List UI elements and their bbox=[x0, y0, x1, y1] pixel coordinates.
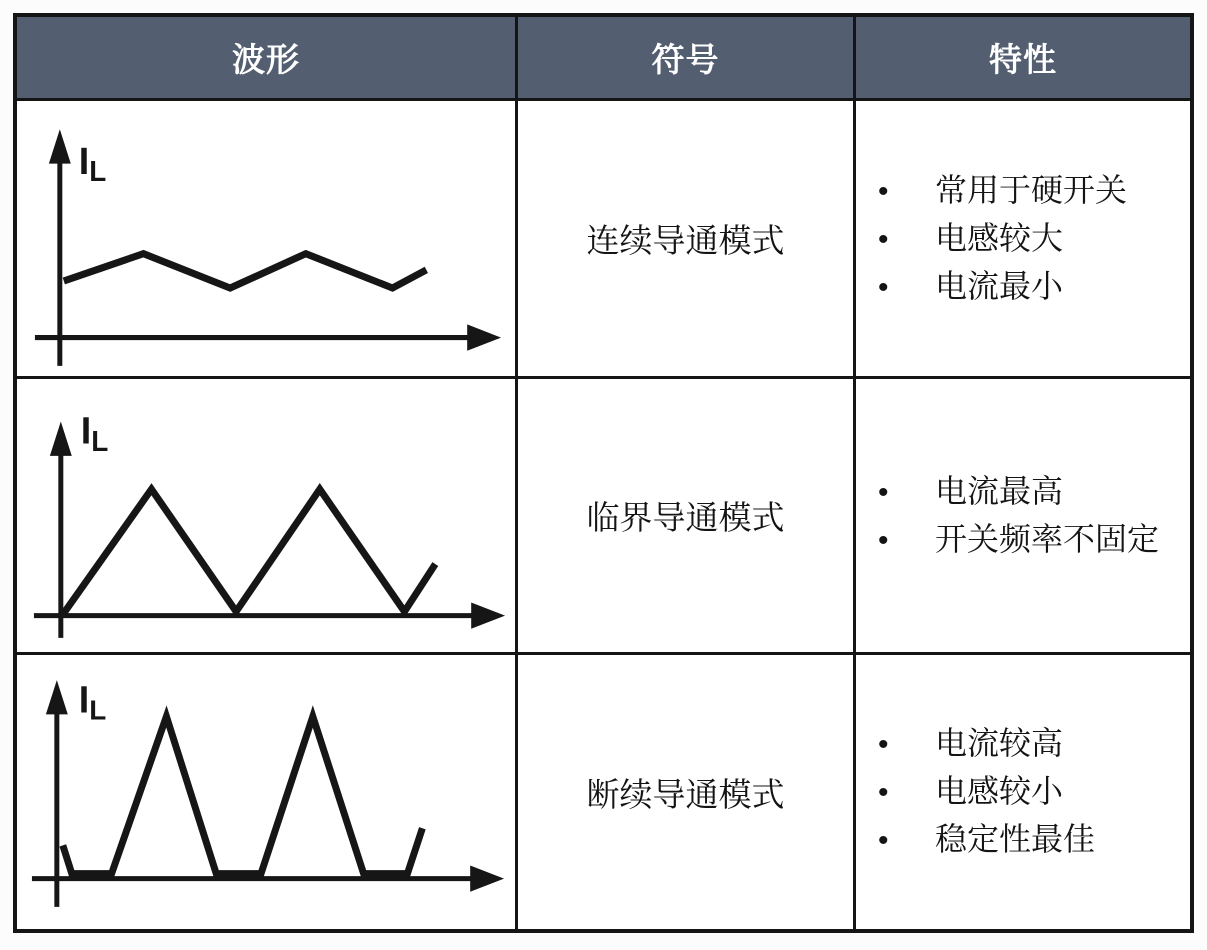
waveform-cell-bcm bbox=[17, 379, 518, 655]
x-axis-arrow-icon bbox=[467, 324, 501, 350]
feature-text: 电流最高 bbox=[935, 472, 1064, 509]
feature-item bbox=[878, 215, 1182, 263]
il-axis-label: IL bbox=[78, 139, 107, 187]
feature-item bbox=[878, 768, 1182, 816]
symbol-bcm: 临界导通模式 bbox=[518, 379, 856, 655]
bullet-icon: • bbox=[878, 270, 889, 304]
x-axis-arrow-icon bbox=[470, 866, 504, 892]
conduction-mode-table bbox=[13, 13, 1194, 933]
feature-item bbox=[878, 720, 1182, 768]
header-characteristics: 特性 bbox=[856, 17, 1190, 101]
bullet-icon: • bbox=[878, 222, 889, 256]
waveform-plot-bcm bbox=[17, 379, 515, 652]
header-symbol: 符号 bbox=[518, 17, 856, 101]
waveform-plot-dcm bbox=[17, 655, 515, 929]
feature-item bbox=[878, 167, 1182, 215]
symbol-dcm: 断续导通模式 bbox=[518, 655, 856, 929]
bullet-icon: • bbox=[878, 728, 889, 761]
il-axis-label: IL bbox=[80, 409, 109, 457]
feature-item bbox=[878, 468, 1182, 516]
feature-text: 常用于硬开关 bbox=[935, 171, 1128, 208]
bullet-icon: • bbox=[878, 475, 889, 509]
features-ccm bbox=[856, 101, 1190, 379]
bullet-icon: • bbox=[878, 776, 889, 809]
feature-text: 电感较小 bbox=[935, 773, 1064, 809]
waveform-plot-ccm bbox=[17, 101, 515, 376]
feature-item bbox=[878, 516, 1182, 564]
features-dcm bbox=[856, 655, 1190, 929]
feature-text: 开关频率不固定 bbox=[935, 520, 1160, 557]
waveform-line bbox=[64, 254, 427, 288]
feature-item bbox=[878, 816, 1182, 864]
bullet-icon: • bbox=[878, 174, 889, 208]
bullet-icon: • bbox=[878, 824, 889, 857]
feature-text: 电流较高 bbox=[935, 725, 1064, 761]
waveform-cell-dcm bbox=[17, 655, 518, 929]
header-waveform: 波形 bbox=[17, 17, 518, 101]
symbol-ccm: 连续导通模式 bbox=[518, 101, 856, 379]
waveform-line bbox=[63, 716, 423, 873]
il-axis-label: IL bbox=[78, 679, 107, 726]
bullet-icon: • bbox=[878, 523, 889, 557]
x-axis-arrow-icon bbox=[471, 602, 505, 628]
waveform-cell-ccm bbox=[17, 101, 518, 379]
features-bcm bbox=[856, 379, 1190, 655]
feature-text: 稳定性最佳 bbox=[935, 821, 1096, 857]
feature-text: 电流最小 bbox=[935, 267, 1064, 304]
waveform-line bbox=[63, 489, 436, 614]
feature-text: 电感较大 bbox=[935, 219, 1064, 256]
feature-item bbox=[878, 263, 1182, 311]
